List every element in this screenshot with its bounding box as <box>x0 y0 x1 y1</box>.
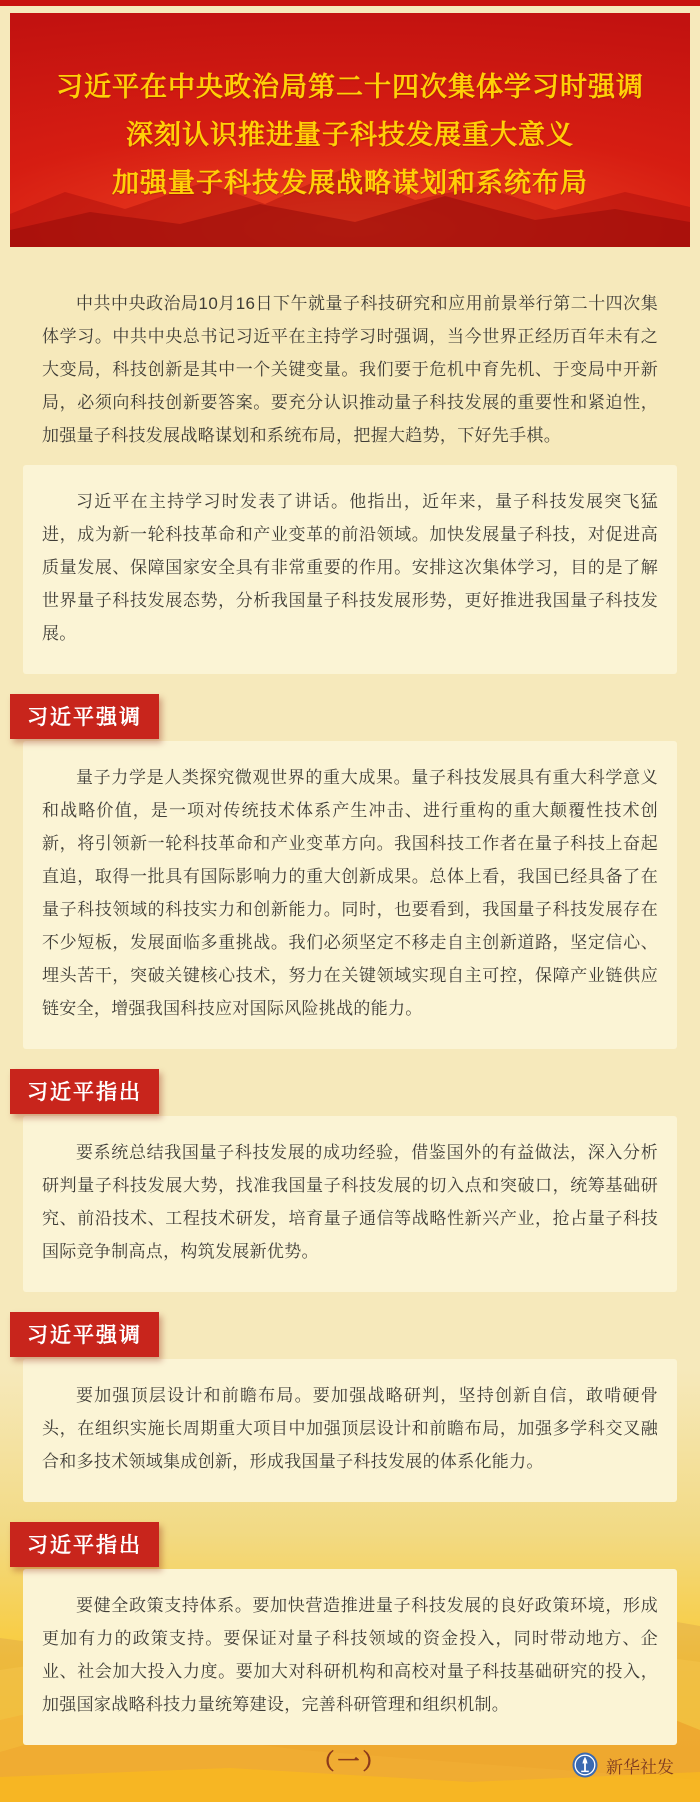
section-badge-2: 习近平指出 <box>10 1069 159 1114</box>
title-line-3: 加强量子科技发展战略谋划和系统布局 <box>112 168 588 198</box>
article-content <box>0 287 700 1745</box>
section-text-2: 要系统总结我国量子科技发展的成功经验，借鉴国外的有益做法，深入分析研判量子科技发展大势，找准我国量子科技发展的切入点和突破口，统筹基础研究、前沿技术、工程技术研发，培育量子通信等战略性新兴产业，抢占量子科技国际竞争制高点，构筑发展新优势。 <box>42 1143 658 1261</box>
section-badge-3: 习近平强调 <box>10 1312 159 1357</box>
publisher-credit <box>572 1752 674 1778</box>
xinhua-logo-icon <box>572 1752 598 1778</box>
intro-paragraph-2: 习近平在主持学习时发表了讲话。他指出，近年来，量子科技发展突飞猛进，成为新一轮科技革命和产业变革的前沿领域。加快发展量子科技，对促进高质量发展、保障国家安全具有非常重要的作用。安排这次集体学习，目的是了解世界量子科技发展态势，分析我国量子科技发展形势，更好推进我国量子科技发展。 <box>42 492 658 643</box>
publisher-credit-label: 新华社发 <box>606 1757 674 1777</box>
banner-title-block <box>10 13 690 207</box>
intro-paragraph-1: 中共中央政治局10月16日下午就量子科技研究和应用前景举行第二十四次集体学习。中共中央总书记习近平在主持学习时强调，当今世界正经历百年未有之大变局，科技创新是其中一个关键变量。我们要于危机中育先机、于变局中开新局，必须向科技创新要答案。要充分认识推动量子科技发展的重要性和紧迫性，加强量子科技发展战略谋划和系统布局，把握大趋势，下好先手棋。 <box>42 294 658 445</box>
page-number: （一） <box>312 1749 388 1774</box>
section-box-3 <box>23 1359 677 1502</box>
section-badge-1: 习近平强调 <box>10 694 159 739</box>
section-box-1 <box>23 741 677 1049</box>
section-text-1: 量子力学是人类探究微观世界的重大成果。量子科技发展具有重大科学意义和战略价值，是一项对传统技术体系产生冲击、进行重构的重大颠覆性技术创新，将引领新一轮科技革命和产业变革方向。我国科技工作者在量子科技上奋起直追，取得一批具有国际影响力的重大创新成果。总体上看，我国已经具备了在量子科技领域的科技实力和创新能力。同时，也要看到，我国量子科技发展存在不少短板，发展面临多重挑战。我们必须坚定不移走自主创新道路，坚定信心、埋头苦干，突破关键核心技术，努力在关键领域实现自主可控，保障产业链供应链安全，增强我国科技应对国际风险挑战的能力。 <box>42 768 658 1018</box>
intro-paragraph-2-box <box>23 465 677 674</box>
top-red-strip <box>0 0 700 6</box>
section-text-4: 要健全政策支持体系。要加快营造推进量子科技发展的良好政策环境，形成更加有力的政策支持。要保证对量子科技领域的资金投入，同时带动地方、企业、社会加大投入力度。要加大对科研机构和高校对量子科技基础研究的投入，加强国家战略科技力量统筹建设，完善科研管理和组织机制。 <box>42 1596 658 1714</box>
section-badge-4: 习近平指出 <box>10 1522 159 1567</box>
title-banner <box>10 13 690 247</box>
title-line-1: 习近平在中央政治局第二十四次集体学习时强调 <box>56 72 644 102</box>
section-box-4 <box>23 1569 677 1745</box>
title-line-2: 深刻认识推进量子科技发展重大意义 <box>126 120 574 150</box>
section-text-3: 要加强顶层设计和前瞻布局。要加强战略研判，坚持创新自信，敢啃硬骨头，在组织实施长周期重大项目中加强顶层设计和前瞻布局，加强多学科交叉融合和多技术领域集成创新，形成我国量子科技发展的体系化能力。 <box>42 1386 658 1471</box>
section-box-2 <box>23 1116 677 1292</box>
